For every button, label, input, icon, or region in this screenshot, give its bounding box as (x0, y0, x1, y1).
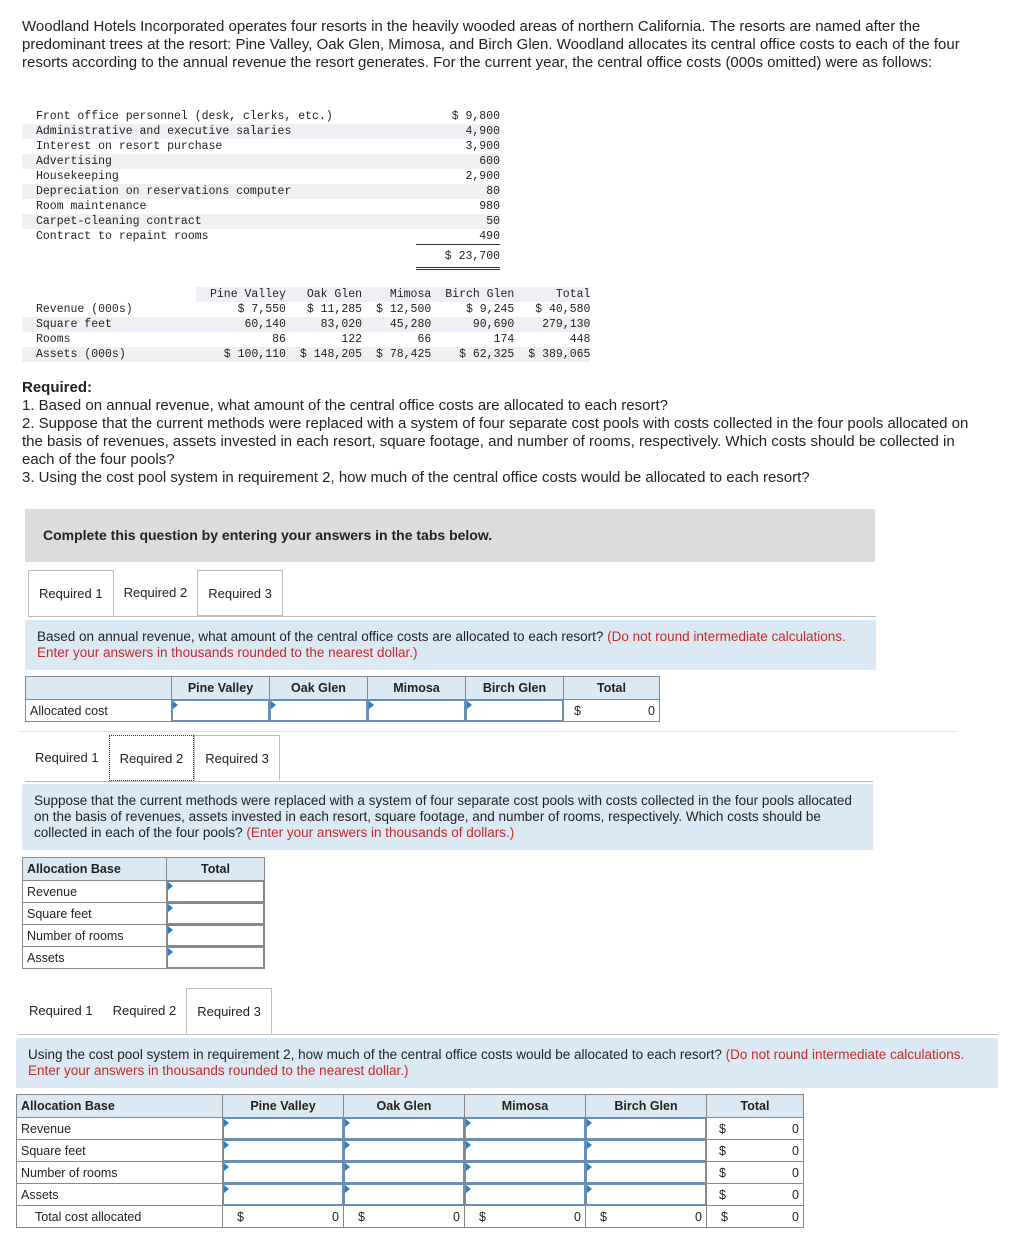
part3-total-cell (227, 1210, 339, 1224)
part3-input-cell (465, 1140, 586, 1162)
resort-value: 60,140 (196, 317, 286, 332)
part3-total-value-cell (707, 1206, 804, 1228)
cost-total-spacer (22, 245, 416, 269)
tab-divider (28, 616, 876, 617)
part3-row (17, 1184, 804, 1206)
part3-input[interactable] (344, 1118, 464, 1139)
part3-row-label: Number of rooms (17, 1162, 223, 1184)
part3-row-total-value: 0 (792, 1165, 799, 1180)
part2-table (22, 857, 265, 969)
part2-input[interactable] (167, 947, 264, 968)
part3-total-cell (711, 1144, 799, 1158)
part2-input-cell (167, 947, 265, 969)
part3-input-cell (586, 1184, 707, 1206)
cost-value: 980 (479, 200, 500, 213)
part3-total-cell (348, 1210, 460, 1224)
part2-row-label: Assets (23, 947, 167, 969)
resort-row-label: Revenue (000s) (36, 303, 133, 316)
part3-input[interactable] (344, 1184, 464, 1205)
part2-row-label: Square feet (23, 903, 167, 925)
part1-input-pine-valley[interactable] (172, 700, 269, 721)
resort-data-table (22, 287, 590, 362)
part3-input-cell (586, 1118, 707, 1140)
required-q2: 2. Suppose that the current methods were replaced with a system of four separate cost pools with costs collected in the four pools allocated on the basis of revenues, assets invested in each resort, square footage, and number of rooms, respectively. Which costs should be collected in each of the four pools? (22, 415, 969, 468)
part3-input-cell (344, 1184, 465, 1206)
part3-total-cell (469, 1210, 581, 1224)
intro-paragraph: Woodland Hotels Incorporated operates four resorts in the heavily wooded areas of northern California. The resorts are named after the predominant trees at the resort: Pine Valley, Oak Glen, Mimosa, and Birch Glen. Woodland allocates its central office costs to each of the four resorts according to the annual revenue the resort generates. For the current year, the central office costs (000s omitted) were as follows: (22, 18, 960, 71)
tab-required-2[interactable]: Required 2 (112, 1003, 177, 1018)
part3-question-text: Using the cost pool system in requirement 2, how much of the central office costs would be allocated to each resort? (28, 1047, 722, 1062)
part3-total-value: 0 (332, 1209, 339, 1224)
resort-row (22, 302, 590, 317)
part3-total-value-cell (344, 1206, 465, 1228)
part3-row-total (707, 1118, 804, 1140)
cost-label: Carpet-cleaning contract (22, 214, 416, 229)
part3-input-cell (223, 1184, 344, 1206)
part3-input[interactable] (344, 1140, 464, 1161)
part3-tabs (19, 988, 998, 1035)
cost-total-row (22, 245, 514, 269)
part2-header-base: Allocation Base (23, 858, 167, 881)
part1-header-total: Total (564, 677, 660, 700)
part3-input[interactable] (586, 1184, 706, 1205)
part3-question (16, 1038, 998, 1088)
part3-input[interactable] (344, 1162, 464, 1183)
resort-value: 86 (272, 333, 286, 346)
cost-row (22, 109, 514, 124)
part3-total-value-cell (465, 1206, 586, 1228)
part3-input[interactable] (223, 1140, 343, 1161)
part1-header-mimosa: Mimosa (368, 677, 466, 700)
tab-required-3[interactable]: Required 3 (197, 570, 283, 616)
resort-header: Pine Valley (196, 287, 286, 302)
resort-value: 90,690 (431, 317, 514, 332)
part3-row-total-value: 0 (792, 1187, 799, 1202)
part3-total-value-cell (223, 1206, 344, 1228)
resort-value: 83,020 (286, 317, 362, 332)
part3-row-label: Assets (17, 1184, 223, 1206)
part2-note: (Enter your answers in thousands of dollars.) (246, 825, 515, 840)
part3-row-label: Square feet (17, 1140, 223, 1162)
part3-header: Birch Glen (586, 1095, 707, 1118)
part3-total-value: 0 (792, 1209, 799, 1224)
part3-input-cell (465, 1184, 586, 1206)
resort-value: $ 389,065 (514, 347, 590, 362)
cost-row (22, 229, 514, 245)
part3-row-dollar: $ (719, 1121, 726, 1136)
part3-total-cell (711, 1166, 799, 1180)
part2-row-label: Number of rooms (23, 925, 167, 947)
resort-header: Total (514, 287, 590, 302)
part3-row-dollar: $ (719, 1143, 726, 1158)
resort-row (22, 332, 590, 347)
cost-value: 80 (416, 184, 500, 199)
resort-header: Birch Glen (431, 287, 514, 302)
part2-input-cell (167, 925, 265, 947)
part3-total-label: Total cost allocated (17, 1206, 223, 1228)
part3-header: Pine Valley (223, 1095, 344, 1118)
part2-question (22, 784, 873, 850)
part3-input-cell (465, 1118, 586, 1140)
part3-total-value: 0 (453, 1209, 460, 1224)
part1-tabs (28, 570, 876, 617)
part3-row (17, 1140, 804, 1162)
part3-header: Mimosa (465, 1095, 586, 1118)
resort-value: 45,280 (362, 317, 431, 332)
part1-total-dollar: $ (574, 703, 581, 718)
cost-row (22, 139, 514, 154)
cost-value: 600 (416, 154, 500, 169)
part3-total-dollar: $ (479, 1209, 486, 1224)
part2-input[interactable] (167, 881, 264, 902)
part3-input[interactable] (223, 1184, 343, 1205)
part3-input[interactable] (223, 1162, 343, 1183)
part2-row (23, 947, 265, 969)
part2-row (23, 903, 265, 925)
cost-total-pad (500, 245, 514, 269)
part3-total-dollar: $ (358, 1209, 365, 1224)
part2-row (23, 925, 265, 947)
part3-input[interactable] (586, 1118, 706, 1139)
resort-value: $ 9,245 (465, 303, 515, 316)
resort-header: Mimosa (362, 287, 431, 302)
resort-row-label: Rooms (36, 333, 71, 346)
part1-input-mimosa[interactable] (368, 700, 465, 721)
part3-input[interactable] (465, 1184, 585, 1205)
cost-total-value: $ 23,700 (416, 245, 500, 269)
tab-divider (19, 1034, 998, 1035)
part3-total-cell (711, 1210, 799, 1224)
part1-question-text: Based on annual revenue, what amount of the central office costs are allocated to each resort? (37, 629, 604, 644)
part3-row-total-value: 0 (792, 1143, 799, 1158)
part2-input[interactable] (167, 925, 264, 946)
required-heading: Required: (22, 379, 93, 396)
resort-value: 448 (569, 333, 591, 346)
part3-input-cell (586, 1162, 707, 1184)
part3-input[interactable] (223, 1118, 343, 1139)
resort-value: $ 7,550 (237, 303, 286, 316)
part3-total-dollar: $ (600, 1209, 607, 1224)
part3-input-cell (344, 1140, 465, 1162)
cost-value: 490 (479, 230, 500, 243)
part2-tabs (25, 735, 873, 782)
part2-row-label: Revenue (23, 881, 167, 903)
cost-row (22, 169, 514, 184)
cost-row (22, 214, 514, 229)
part2-question-text: Suppose that the current methods were replaced with a system of four separate cost pools with costs collected in the four pools allocated on the basis of revenues, assets invested in each resort, square footage, and number of rooms, respectively. Which costs should be collected in each of the four pools? (34, 793, 852, 840)
part3-input-cell (223, 1162, 344, 1184)
resort-value: 174 (493, 333, 515, 346)
cost-value: $ 9,800 (451, 110, 500, 123)
resort-value: 66 (417, 333, 432, 346)
required-q1: 1. Based on annual revenue, what amount of the central office costs are allocated to each resort? (22, 397, 668, 414)
part3-input-cell (344, 1162, 465, 1184)
part3-input[interactable] (465, 1118, 585, 1139)
resort-value: $ 78,425 (362, 347, 431, 362)
resort-value: $ 12,500 (376, 303, 432, 316)
part3-input-cell (344, 1118, 465, 1140)
part3-row-dollar: $ (719, 1187, 726, 1202)
part3-row-total (707, 1184, 804, 1206)
cost-label: Interest on resort purchase (36, 140, 223, 153)
cost-value: 2,900 (465, 170, 500, 183)
part2-input[interactable] (167, 903, 264, 924)
tab-required-2[interactable]: Required 2 (123, 585, 188, 600)
part1-total-value: 0 (648, 703, 655, 718)
cost-label: Depreciation on reservations computer (22, 184, 416, 199)
part1-row-label: Allocated cost (26, 700, 172, 722)
part3-row (17, 1118, 804, 1140)
resort-value: $ 40,580 (535, 303, 591, 316)
part3-total-cell (590, 1210, 702, 1224)
tab-required-3[interactable]: Required 3 (194, 735, 280, 781)
part3-input[interactable] (465, 1140, 585, 1161)
cost-row (22, 154, 514, 169)
part3-input[interactable] (586, 1140, 706, 1161)
cost-label: Administrative and executive salaries (22, 124, 416, 139)
part3-input-cell (586, 1140, 707, 1162)
part3-row (17, 1162, 804, 1184)
resort-row (22, 317, 590, 332)
part2-input-cell (167, 903, 265, 925)
part3-header: Allocation Base (17, 1095, 223, 1118)
cost-value: 3,900 (465, 140, 500, 153)
resort-row (22, 347, 590, 362)
part3-input-cell (223, 1140, 344, 1162)
cost-row (22, 124, 514, 139)
part3-table (16, 1094, 804, 1228)
cost-label: Front office personnel (desk, clerks, etc.) (36, 110, 333, 123)
part3-row-total (707, 1140, 804, 1162)
part3-total-cell (711, 1188, 799, 1202)
tab-required-1[interactable]: Required 1 (29, 1003, 93, 1018)
part3-note: (Do not round intermediate calculations. Enter your answers in thousands rounded to the nearest dollar.) (28, 1047, 965, 1078)
part1-blank-header (26, 677, 172, 700)
cost-row (22, 184, 514, 199)
tab-required-2[interactable]: Required 2 (109, 735, 195, 781)
part3-total-row (17, 1206, 804, 1228)
resort-value: 279,130 (514, 317, 590, 332)
part3-total-dollar: $ (237, 1209, 244, 1224)
part3-row-total-value: 0 (792, 1121, 799, 1136)
instructions-banner: Complete this question by entering your answers in the tabs below. (25, 509, 875, 562)
part3-row-total (707, 1162, 804, 1184)
part1-header-birch-glen: Birch Glen (466, 677, 564, 700)
cost-label: Room maintenance (36, 200, 147, 213)
resort-value: 122 (341, 333, 363, 346)
cost-value: 50 (416, 214, 500, 229)
resort-row-label: Square feet (22, 317, 196, 332)
part3-total-cell (711, 1122, 799, 1136)
part3-input-cell (465, 1162, 586, 1184)
part3-row-dollar: $ (719, 1165, 726, 1180)
part3-total-dollar: $ (721, 1209, 728, 1224)
part3-input-cell (223, 1118, 344, 1140)
part3-total-value: 0 (695, 1209, 702, 1224)
tab-required-1[interactable]: Required 1 (35, 750, 99, 765)
required-q3: 3. Using the cost pool system in requirement 2, how much of the central office costs would be allocated to each resort? (22, 469, 810, 486)
part1-header-pine-valley: Pine Valley (172, 677, 270, 700)
tab-required-3[interactable]: Required 3 (186, 988, 272, 1034)
part1-note: (Do not round intermediate calculations. Enter your answers in thousands rounded to the nearest dollar.) (37, 629, 846, 660)
part3-header: Oak Glen (344, 1095, 465, 1118)
part3-total-value-cell (586, 1206, 707, 1228)
separator (20, 731, 956, 732)
part3-input[interactable] (586, 1162, 706, 1183)
tab-required-1[interactable]: Required 1 (28, 570, 114, 616)
required-section (22, 379, 982, 487)
cost-value: 4,900 (416, 124, 500, 139)
cost-label: Advertising (22, 154, 416, 169)
part3-row-label: Revenue (17, 1118, 223, 1140)
part1-input-oak-glen[interactable] (270, 700, 367, 721)
part1-question (25, 620, 876, 670)
part2-row (23, 881, 265, 903)
resort-value: $ 148,205 (286, 347, 362, 362)
part3-total-value: 0 (574, 1209, 581, 1224)
resort-value: $ 11,285 (306, 303, 363, 316)
cost-row (22, 199, 514, 214)
resort-header: Oak Glen (286, 287, 362, 302)
part1-table (25, 676, 660, 722)
cost-label: Contract to repaint rooms (36, 230, 209, 244)
part3-header: Total (707, 1095, 804, 1118)
cost-label: Housekeeping (36, 170, 119, 183)
central-office-costs-table (22, 109, 514, 270)
part3-input[interactable] (465, 1162, 585, 1183)
resort-value: $ 62,325 (431, 347, 514, 362)
part1-header-oak-glen: Oak Glen (270, 677, 368, 700)
resort-header-blank (22, 287, 196, 302)
resort-value: $ 100,110 (196, 347, 286, 362)
part2-input-cell (167, 881, 265, 903)
part1-input-birch-glen[interactable] (466, 700, 563, 721)
part2-header-total: Total (167, 858, 265, 881)
resort-row-label: Assets (000s) (22, 347, 196, 362)
